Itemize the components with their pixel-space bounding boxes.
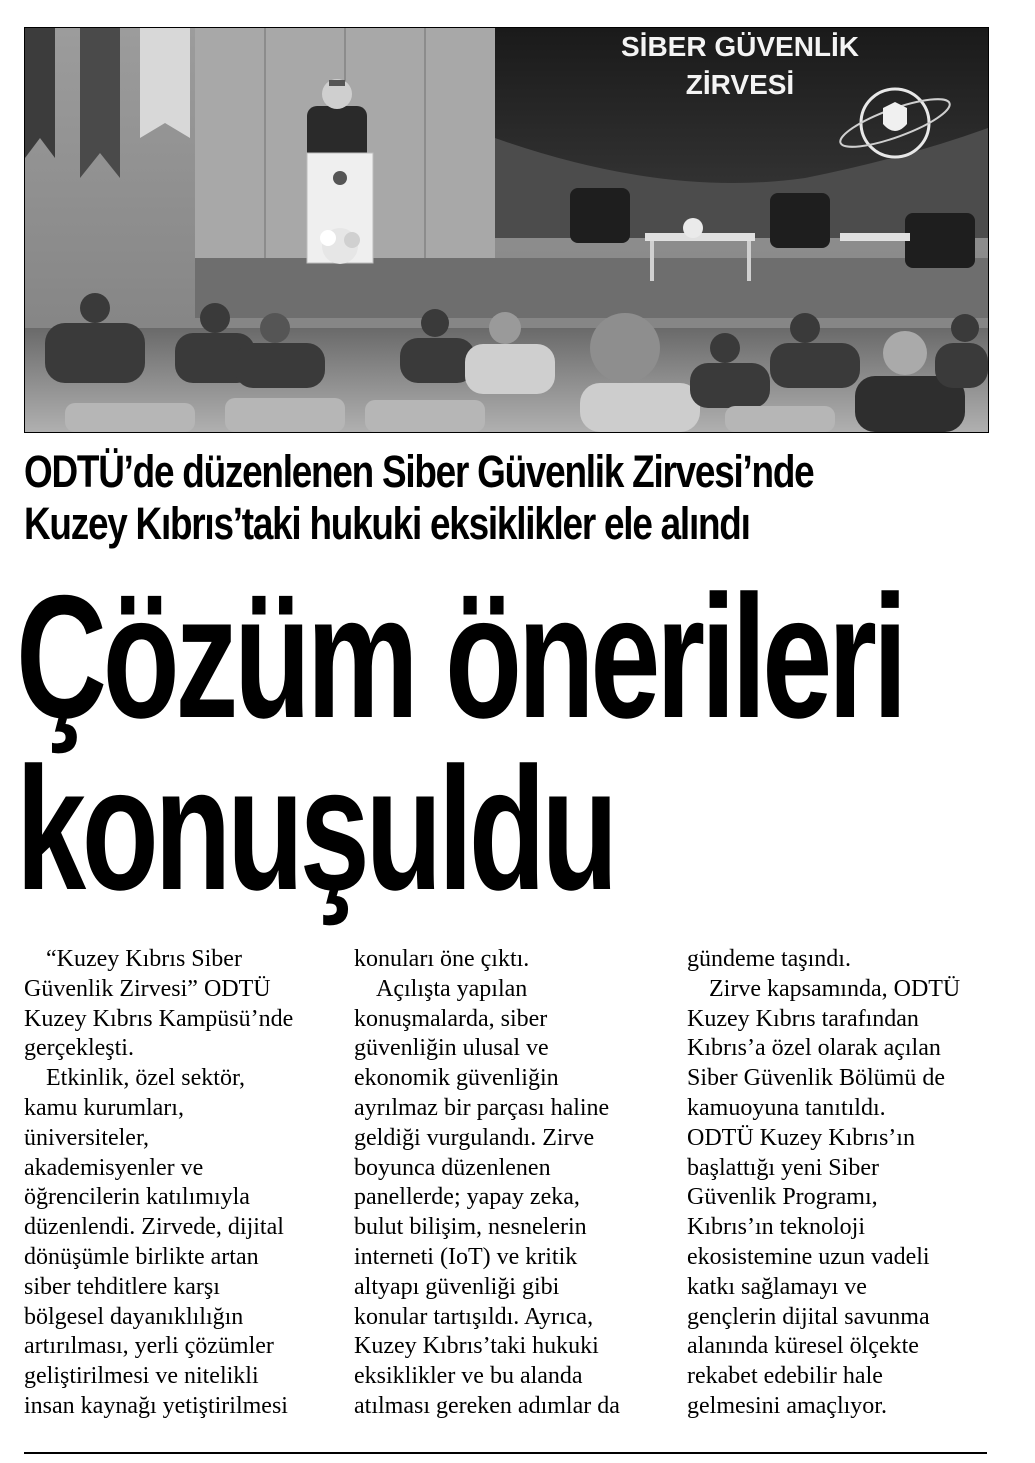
article-column-2 <box>354 945 654 1422</box>
article-line: düzenlendi. Zirvede, dijital <box>24 1214 284 1241</box>
article-line: Kıbrıs’a özel olarak açılan <box>687 1035 941 1062</box>
article-line: Siber Güvenlik Bölümü de <box>687 1065 945 1092</box>
article-line: ekosistemine uzun vadeli <box>687 1243 930 1270</box>
article-line: interneti (IoT) ve kritik <box>354 1243 578 1270</box>
article-line: “Kuzey Kıbrıs Siber <box>46 946 242 972</box>
event-photo <box>24 27 989 433</box>
article-line: kamuoyuna tanıtıldı. <box>687 1094 886 1121</box>
kicker-heading <box>24 446 836 550</box>
article-line: boyunca düzenlenen <box>354 1154 551 1181</box>
article-line: Etkinlik, özel sektör, <box>46 1065 245 1092</box>
article-line: Kıbrıs’ın teknoloji <box>687 1214 865 1241</box>
article-line: konuşmalarda, siber <box>354 1005 548 1032</box>
article-line: artırılması, yerli çözümler <box>24 1333 274 1360</box>
article-line: Açılışta yapılan <box>376 975 528 1002</box>
article-line: ekonomik güvenliğin <box>354 1065 559 1092</box>
banner-title-line1: SİBER GÜVENLİK <box>620 31 860 62</box>
article-line: geliştirilmesi ve nitelikli <box>24 1363 259 1390</box>
kicker-line-1: ODTÜ’de düzenlenen Siber Güvenlik Zirvesi’nde <box>24 446 814 497</box>
article-line: siber tehditlere karşı <box>24 1273 220 1300</box>
article-line: rekabet edebilir hale <box>687 1363 883 1390</box>
article-body <box>24 945 987 1430</box>
article-line: kamu kurumları, <box>24 1094 184 1121</box>
article-line: panellerde; yapay zeka, <box>354 1184 580 1211</box>
banner-title-line2: ZİRVESİ <box>685 69 795 100</box>
article-line: başlattığı yeni Siber <box>687 1154 879 1181</box>
article-line: akademisyenler ve <box>24 1154 204 1181</box>
article-line: Kuzey Kıbrıs tarafından <box>687 1005 919 1032</box>
article-line: katkı sağlamayı ve <box>687 1273 867 1300</box>
article-line: Güvenlik Programı, <box>687 1184 878 1211</box>
article-column-1 <box>24 945 324 1422</box>
kicker-line-2: Kuzey Kıbrıs’taki hukuki eksiklikler ele alındı <box>24 498 750 549</box>
article-line: öğrencilerin katılımıyla <box>24 1184 250 1211</box>
article-line: alanında küresel ölçekte <box>687 1333 919 1360</box>
article-line: gerçekleşti. <box>24 1035 134 1062</box>
article-line: gündeme taşındı. <box>687 946 851 972</box>
article-line: gençlerin dijital savunma <box>687 1303 930 1330</box>
article-line: ayrılmaz bir parçası haline <box>354 1094 610 1121</box>
article-line: insan kaynağı yetiştirilmesi <box>24 1392 288 1419</box>
article-line: eksiklikler ve bu alanda <box>354 1363 583 1390</box>
article-column-3 <box>687 945 987 1422</box>
bottom-rule <box>24 1452 987 1454</box>
article-line: bulut bilişim, nesnelerin <box>354 1214 587 1241</box>
article-line: konuları öne çıktı. <box>354 946 530 972</box>
article-line: ODTÜ Kuzey Kıbrıs’ın <box>687 1124 915 1151</box>
main-headline <box>16 560 904 927</box>
article-line: gelmesini amaçlıyor. <box>687 1392 887 1419</box>
article-line: bölgesel dayanıklılığın <box>24 1303 244 1330</box>
article-line: Kuzey Kıbrıs Kampüsü’nde <box>24 1005 294 1032</box>
headline-line-2: konuşuldu <box>16 732 615 927</box>
article-line: konular tartışıldı. Ayrıca, <box>354 1303 594 1330</box>
article-line: Kuzey Kıbrıs’taki hukuki <box>354 1333 599 1360</box>
article-line: altyapı güvenliği gibi <box>354 1273 560 1300</box>
article-line: geldiği vurgulandı. Zirve <box>354 1124 595 1151</box>
article-line: güvenliğin ulusal ve <box>354 1035 549 1062</box>
article-line: Zirve kapsamında, ODTÜ <box>709 975 961 1002</box>
article-line: dönüşümle birlikte artan <box>24 1243 259 1270</box>
article-line: üniversiteler, <box>24 1124 149 1151</box>
headline-line-1: Çözüm önerileri <box>16 560 904 755</box>
article-line: atılması gereken adımlar da <box>354 1392 620 1419</box>
article-line: Güvenlik Zirvesi” ODTÜ <box>24 975 271 1002</box>
